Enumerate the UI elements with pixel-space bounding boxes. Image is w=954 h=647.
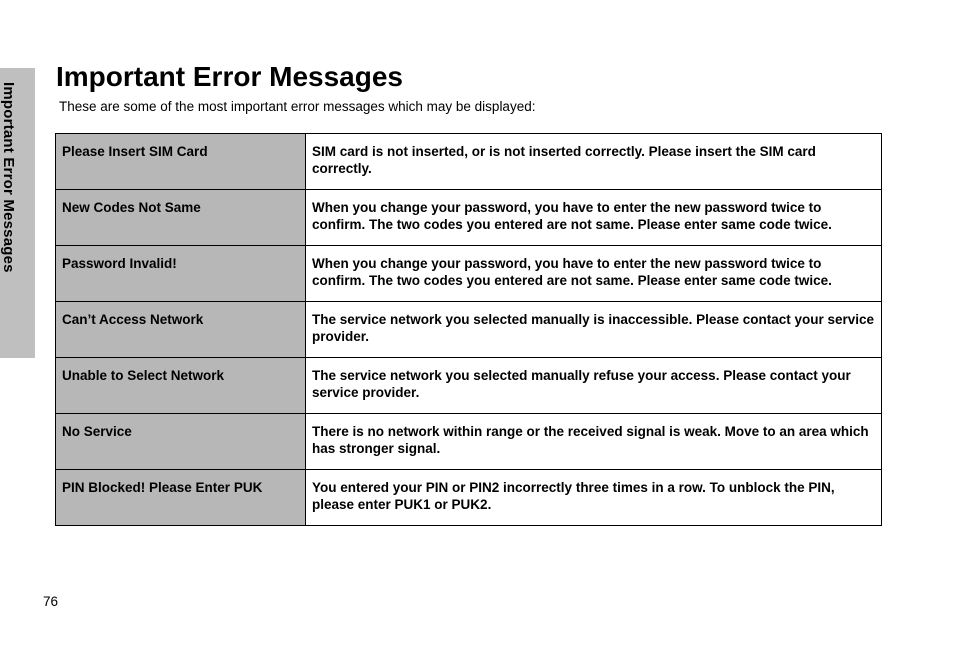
table-row xyxy=(56,414,882,470)
table-row xyxy=(56,190,882,246)
side-tab-label: Important Error Messages xyxy=(0,82,17,273)
error-messages-table xyxy=(55,133,882,526)
error-description-cell: The service network you selected manually is inaccessible. Please contact your service provider. xyxy=(306,302,882,358)
table-row xyxy=(56,470,882,526)
error-message-cell: Please Insert SIM Card xyxy=(56,134,306,190)
error-description-cell: There is no network within range or the received signal is weak. Move to an area which has stronger signal. xyxy=(306,414,882,470)
intro-text: These are some of the most important error messages which may be displayed: xyxy=(59,99,536,114)
error-message-cell: No Service xyxy=(56,414,306,470)
error-description-cell: When you change your password, you have to enter the new password twice to confirm. The two codes you entered are not same. Please enter same code twice. xyxy=(306,190,882,246)
page-number: 76 xyxy=(43,594,59,609)
error-description-cell: SIM card is not inserted, or is not inserted correctly. Please insert the SIM card correctly. xyxy=(306,134,882,190)
error-message-cell: PIN Blocked! Please Enter PUK xyxy=(56,470,306,526)
error-description-cell: The service network you selected manually refuse your access. Please contact your service provider. xyxy=(306,358,882,414)
error-message-cell: Unable to Select Network xyxy=(56,358,306,414)
page-title: Important Error Messages xyxy=(56,61,403,92)
error-message-cell: Can’t Access Network xyxy=(56,302,306,358)
table-row xyxy=(56,134,882,190)
table-row xyxy=(56,358,882,414)
error-message-cell: New Codes Not Same xyxy=(56,190,306,246)
table-row xyxy=(56,246,882,302)
error-message-cell: Password Invalid! xyxy=(56,246,306,302)
error-description-cell: You entered your PIN or PIN2 incorrectly three times in a row. To unblock the PIN, please enter PUK1 or PUK2. xyxy=(306,470,882,526)
table-row xyxy=(56,302,882,358)
error-description-cell: When you change your password, you have to enter the new password twice to confirm. The two codes you entered are not same. Please enter same code twice. xyxy=(306,246,882,302)
